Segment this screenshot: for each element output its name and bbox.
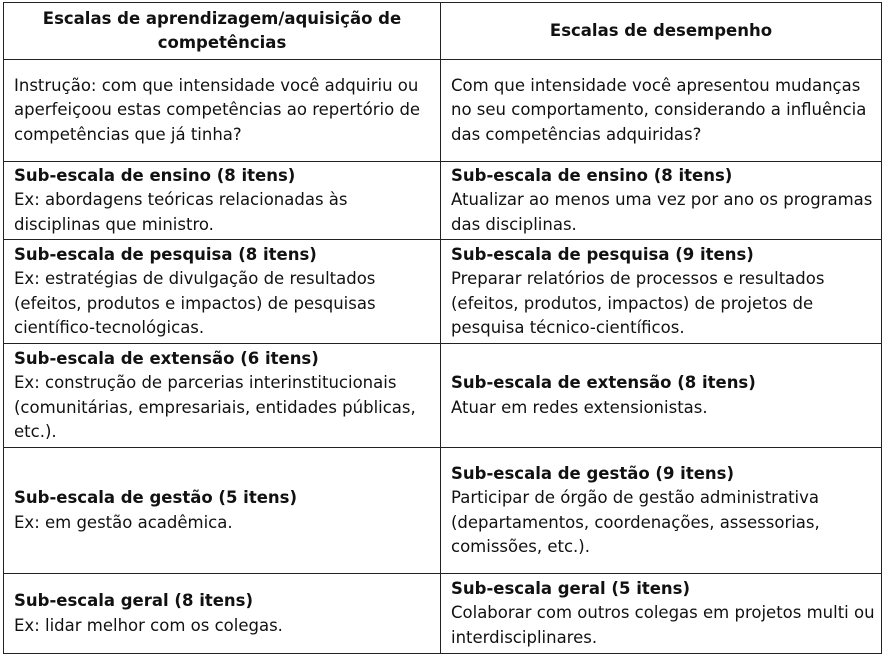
subscale-example: Atualizar ao menos uma vez por ano os programas das disciplinas. xyxy=(451,190,873,234)
header-performance-scales: Escalas de desempenho xyxy=(441,3,882,60)
cell-performance-pesquisa xyxy=(441,240,882,344)
subscale-example: Participar de órgão de gestão administrativa (departamentos, coordenações, assessorias, comissões, etc.). xyxy=(451,488,820,556)
cell-learning-gestao xyxy=(4,448,441,574)
subscale-example: Ex: lidar melhor com os colegas. xyxy=(14,615,283,635)
subscale-title: Sub-escala de gestão (9 itens) xyxy=(451,463,735,483)
subscale-title: Sub-escala de pesquisa (9 itens) xyxy=(451,244,754,264)
table-row xyxy=(4,162,882,240)
subscale-title: Sub-escala geral (8 itens) xyxy=(14,591,254,610)
cell-performance-gestao xyxy=(441,448,882,574)
subscale-title: Sub-escala de ensino (8 itens) xyxy=(451,165,733,185)
subscale-example: Atuar em redes extensionistas. xyxy=(451,397,708,417)
instruction-row xyxy=(4,60,882,162)
subscale-title: Sub-escala de gestão (5 itens) xyxy=(14,488,298,507)
subscale-title: Sub-escala de extensão (6 itens) xyxy=(14,348,319,368)
header-learning-scales: Escalas de aprendizagem/aquisição de competências xyxy=(4,3,441,60)
subscale-title: Sub-escala geral (5 itens) xyxy=(451,578,691,598)
table-row xyxy=(4,240,882,344)
instruction-performance: Com que intensidade você apresentou mudanças no seu comportamento, considerando a influência das competências adquiridas? xyxy=(441,60,882,162)
subscale-title: Sub-escala de extensão (8 itens) xyxy=(451,373,756,392)
subscale-example: Ex: estratégias de divulgação de resultados (efeitos, produtos e impactos) de pesquisas científico-tecnológicas. xyxy=(14,269,376,337)
cell-learning-extensao xyxy=(4,344,441,448)
subscale-example: Colaborar com outros colegas em projetos multi ou interdisciplinares. xyxy=(451,603,875,647)
subscale-example: Preparar relatórios de processos e resultados (efeitos, produtos, impactos) de projetos de pesquisa técnico-científicos. xyxy=(451,269,825,337)
subscale-example: Ex: em gestão acadêmica. xyxy=(14,512,233,532)
table-row xyxy=(4,574,882,654)
cell-learning-pesquisa xyxy=(4,240,441,344)
subscale-example: Ex: construção de parcerias interinstitucionais (comunitárias, empresariais, entidades públicas, etc.). xyxy=(14,373,416,441)
competency-scales-table xyxy=(3,2,882,654)
cell-performance-extensao xyxy=(441,344,882,448)
cell-learning-geral xyxy=(4,574,441,654)
cell-performance-geral xyxy=(441,574,882,654)
cell-performance-ensino xyxy=(441,162,882,240)
instruction-learning: Instrução: com que intensidade você adquiriu ou aperfeiçoou estas competências ao repertório de competências que já tinha? xyxy=(4,60,441,162)
cell-learning-ensino xyxy=(4,162,441,240)
table-row xyxy=(4,448,882,574)
subscale-title: Sub-escala de ensino (8 itens) xyxy=(14,165,296,185)
subscale-title: Sub-escala de pesquisa (8 itens) xyxy=(14,244,317,264)
table-row xyxy=(4,344,882,448)
subscale-example: Ex: abordagens teóricas relacionadas às disciplinas que ministro. xyxy=(14,190,348,234)
table-header-row xyxy=(4,3,882,60)
